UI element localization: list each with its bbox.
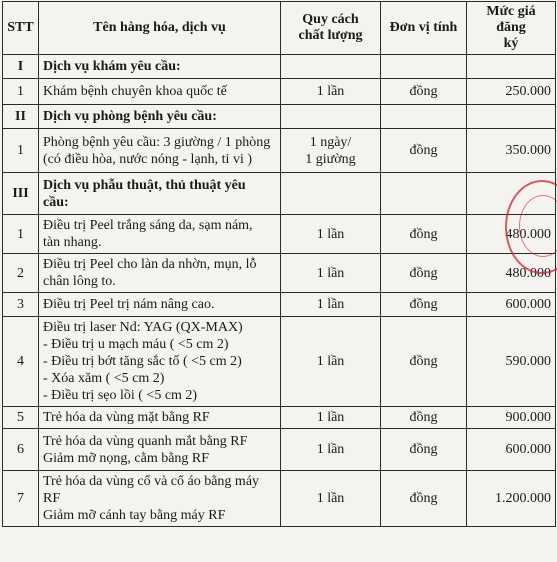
service-name-line: Trẻ hóa da vùng cổ và cổ áo bằng máy — [43, 474, 260, 489]
section-title: Dịch vụ phòng bệnh yêu cầu: — [39, 105, 281, 129]
section-title-line: Dịch vụ phẫu thuật, thủ thuật yêu — [43, 177, 246, 193]
service-unit: đồng — [381, 471, 467, 527]
section-spec-cell — [281, 55, 381, 79]
table-body — [3, 55, 556, 527]
service-name — [39, 407, 281, 429]
service-unit: đồng — [381, 293, 467, 317]
service-unit: đồng — [381, 79, 467, 105]
service-spec-line: 1 giường — [305, 151, 356, 167]
section-row — [3, 55, 556, 79]
section-title-line: cầu: — [43, 194, 69, 210]
table-row — [3, 429, 556, 471]
service-unit: đồng — [381, 215, 467, 254]
service-name — [39, 293, 281, 317]
service-name-line: chân lông to. — [43, 274, 116, 289]
section-number: III — [3, 173, 39, 215]
service-unit: đồng — [381, 129, 467, 173]
service-name-line: - Xóa xăm ( <5 cm 2) — [43, 371, 165, 386]
row-number: 5 — [3, 407, 39, 429]
service-name-line: Giảm mỡ nọng, cằm bằng RF — [43, 450, 210, 466]
section-title: Dịch vụ khám yêu cầu: — [39, 55, 281, 79]
service-price: 600.000 — [467, 429, 556, 471]
header-unit: Đơn vị tính — [381, 2, 467, 55]
service-name — [39, 129, 281, 173]
service-name-line: Điều trị Peel trị nám nâng cao. — [43, 297, 215, 312]
service-name-line: tàn nhang. — [43, 235, 102, 250]
service-name-line: Điều trị laser Nd: YAG (QX-MAX) — [43, 320, 243, 335]
header-price-line: Mức giá đăng — [486, 4, 536, 35]
service-name-line: Điều trị Peel trắng sáng da, sạm nám, — [43, 218, 253, 233]
section-unit-cell — [381, 105, 467, 129]
service-name — [39, 254, 281, 293]
service-spec — [281, 254, 381, 293]
service-name-line: Giảm mỡ cánh tay bằng máy RF — [43, 508, 226, 523]
service-price: 600.000 — [467, 293, 556, 317]
section-price-cell — [467, 55, 556, 79]
service-spec — [281, 429, 381, 471]
service-name-line: Trẻ hóa da vùng quanh mắt bằng RF — [43, 433, 248, 449]
service-price: 480.000 — [467, 254, 556, 293]
service-name-line: Khám bệnh chuyên khoa quốc tế — [43, 84, 227, 99]
section-spec-cell — [281, 173, 381, 215]
price-list-table — [2, 1, 556, 527]
row-number: 1 — [3, 129, 39, 173]
service-name-line: (có điều hòa, nước nóng - lạnh, ti vi ) — [43, 151, 252, 167]
service-spec-line: 1 lần — [316, 84, 345, 99]
service-spec — [281, 317, 381, 407]
service-name — [39, 429, 281, 471]
service-spec-line: 1 lần — [316, 226, 345, 242]
row-number: 3 — [3, 293, 39, 317]
service-price: 1.200.000 — [467, 471, 556, 527]
service-name-line: Điều trị Peel cho làn da nhờn, mụn, lỗ — [43, 257, 257, 272]
service-name-line: RF — [43, 491, 61, 506]
table-row — [3, 129, 556, 173]
section-price-cell — [467, 173, 556, 215]
section-number: I — [3, 55, 39, 79]
section-row — [3, 105, 556, 129]
table-row — [3, 293, 556, 317]
table-row — [3, 254, 556, 293]
header-price-line: ký — [503, 36, 519, 51]
service-spec-line: 1 lần — [316, 442, 345, 457]
service-spec-line: 1 lần — [316, 491, 345, 506]
table-header-row — [3, 2, 556, 55]
row-number: 1 — [3, 79, 39, 105]
service-name — [39, 215, 281, 254]
service-name-line: - Điều trị u mạch máu ( <5 cm 2) — [43, 337, 229, 352]
service-spec-line: 1 lần — [316, 354, 345, 369]
section-unit-cell — [381, 173, 467, 215]
table-row — [3, 471, 556, 527]
service-spec — [281, 215, 381, 254]
header-spec-line: Quy cách — [302, 12, 359, 27]
service-name-line: Phòng bệnh yêu cầu: 3 giường / 1 phòng — [43, 134, 271, 150]
service-name — [39, 79, 281, 105]
service-unit: đồng — [381, 317, 467, 407]
service-spec-line: 1 ngày/ — [309, 134, 352, 150]
section-number: II — [3, 105, 39, 129]
row-number: 6 — [3, 429, 39, 471]
row-number: 7 — [3, 471, 39, 527]
service-spec — [281, 407, 381, 429]
service-spec-line: 1 lần — [316, 410, 345, 425]
service-spec — [281, 79, 381, 105]
header-name: Tên hàng hóa, dịch vụ — [39, 2, 281, 55]
table-row — [3, 79, 556, 105]
header-spec-line: chất lượng — [298, 28, 363, 43]
table-row — [3, 407, 556, 429]
service-spec — [281, 471, 381, 527]
service-price: 350.000 — [467, 129, 556, 173]
header-stt: STT — [3, 2, 39, 55]
service-name-line: - Điều trị sẹo lồi ( <5 cm 2) — [43, 388, 198, 403]
row-number: 4 — [3, 317, 39, 407]
row-number: 1 — [3, 215, 39, 254]
section-spec-cell — [281, 105, 381, 129]
service-price: 900.000 — [467, 407, 556, 429]
service-spec-line: 1 lần — [316, 265, 345, 281]
service-name-line: Trẻ hóa da vùng mặt bằng RF — [43, 410, 210, 425]
section-unit-cell — [381, 55, 467, 79]
service-spec-line: 1 lần — [316, 297, 345, 312]
service-name-line: - Điều trị bớt tăng sắc tố ( <5 cm 2) — [43, 354, 242, 369]
section-title — [39, 173, 281, 215]
table-row — [3, 215, 556, 254]
service-spec — [281, 129, 381, 173]
service-price: 480.000 — [467, 215, 556, 254]
section-row — [3, 173, 556, 215]
service-spec — [281, 293, 381, 317]
service-name — [39, 471, 281, 527]
service-unit: đồng — [381, 254, 467, 293]
service-price: 250.000 — [467, 79, 556, 105]
service-price: 590.000 — [467, 317, 556, 407]
table-row — [3, 317, 556, 407]
section-price-cell — [467, 105, 556, 129]
header-spec — [281, 2, 381, 55]
service-unit: đồng — [381, 407, 467, 429]
service-unit: đồng — [381, 429, 467, 471]
service-name — [39, 317, 281, 407]
row-number: 2 — [3, 254, 39, 293]
header-price — [467, 2, 556, 55]
